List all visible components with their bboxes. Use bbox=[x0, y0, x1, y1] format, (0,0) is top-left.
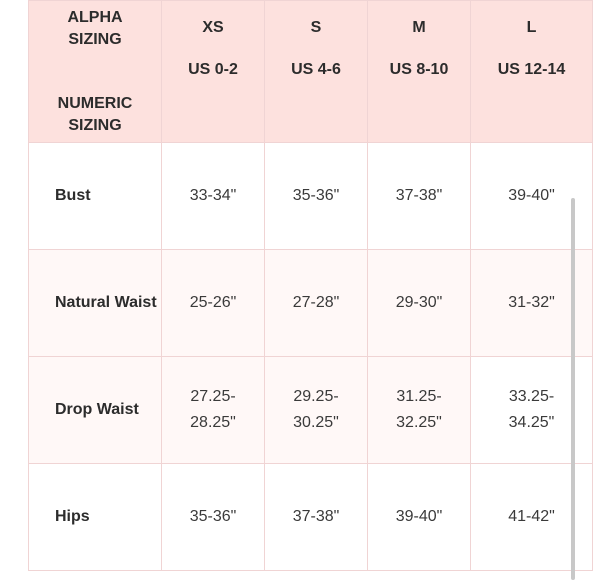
measurement-value: 35-36" bbox=[189, 508, 237, 525]
measurement-cell bbox=[162, 143, 265, 250]
table-row-drop-waist bbox=[29, 357, 593, 464]
measurement-cell bbox=[368, 143, 471, 250]
row-label: Hips bbox=[29, 464, 162, 571]
table-row-natural-waist bbox=[29, 250, 593, 357]
size-table bbox=[28, 0, 593, 571]
measurement-cell bbox=[368, 250, 471, 357]
measurement-cell bbox=[368, 464, 471, 571]
row-label: Bust bbox=[29, 143, 162, 250]
numeric-size: US 4-6 bbox=[291, 61, 341, 78]
numeric-sizing-label: NUMERIC SIZING bbox=[57, 95, 133, 134]
scrollbar[interactable] bbox=[571, 198, 575, 580]
measurement-value: 25-26" bbox=[189, 294, 237, 311]
measurement-value: 39-40" bbox=[508, 187, 555, 204]
size-chart bbox=[28, 0, 566, 570]
measurement-value: 29-30" bbox=[395, 294, 443, 311]
measurement-value: 35-36" bbox=[292, 187, 340, 204]
table-row-hips bbox=[29, 464, 593, 571]
row-label: Natural Waist bbox=[29, 250, 162, 357]
measurement-cell bbox=[265, 250, 368, 357]
table-row-bust bbox=[29, 143, 593, 250]
measurement-value: 39-40" bbox=[395, 508, 443, 525]
measurement-value: 37-38" bbox=[395, 187, 443, 204]
measurement-value: 31-32" bbox=[508, 294, 555, 311]
alpha-size: S bbox=[310, 19, 322, 36]
header-row bbox=[29, 1, 593, 143]
numeric-size: US 8-10 bbox=[389, 61, 449, 78]
size-column-xs bbox=[162, 1, 265, 143]
measurement-value: 27.25-28.25" bbox=[190, 388, 236, 431]
measurement-cell bbox=[162, 250, 265, 357]
measurement-value: 41-42" bbox=[508, 508, 555, 525]
size-column-m bbox=[368, 1, 471, 143]
header-label-cell bbox=[29, 1, 162, 143]
measurement-cell bbox=[265, 357, 368, 464]
measurement-cell bbox=[265, 464, 368, 571]
measurement-cell bbox=[162, 357, 265, 464]
alpha-size: M bbox=[412, 19, 426, 36]
measurement-cell bbox=[265, 143, 368, 250]
alpha-size: XS bbox=[202, 19, 224, 36]
numeric-size: US 12-14 bbox=[497, 61, 566, 78]
alpha-sizing-label: ALPHA SIZING bbox=[67, 9, 123, 48]
numeric-size: US 0-2 bbox=[188, 61, 238, 78]
measurement-cell bbox=[162, 464, 265, 571]
measurement-value: 37-38" bbox=[292, 508, 340, 525]
row-label: Drop Waist bbox=[29, 357, 162, 464]
measurement-value: 27-28" bbox=[292, 294, 340, 311]
alpha-size: L bbox=[526, 19, 537, 36]
measurement-value: 33.25-34.25" bbox=[508, 388, 555, 431]
measurement-value: 31.25-32.25" bbox=[396, 388, 442, 431]
measurement-value: 29.25-30.25" bbox=[293, 388, 339, 431]
size-column-l bbox=[471, 1, 593, 143]
size-column-s bbox=[265, 1, 368, 143]
measurement-value: 33-34" bbox=[189, 187, 237, 204]
measurement-cell bbox=[368, 357, 471, 464]
